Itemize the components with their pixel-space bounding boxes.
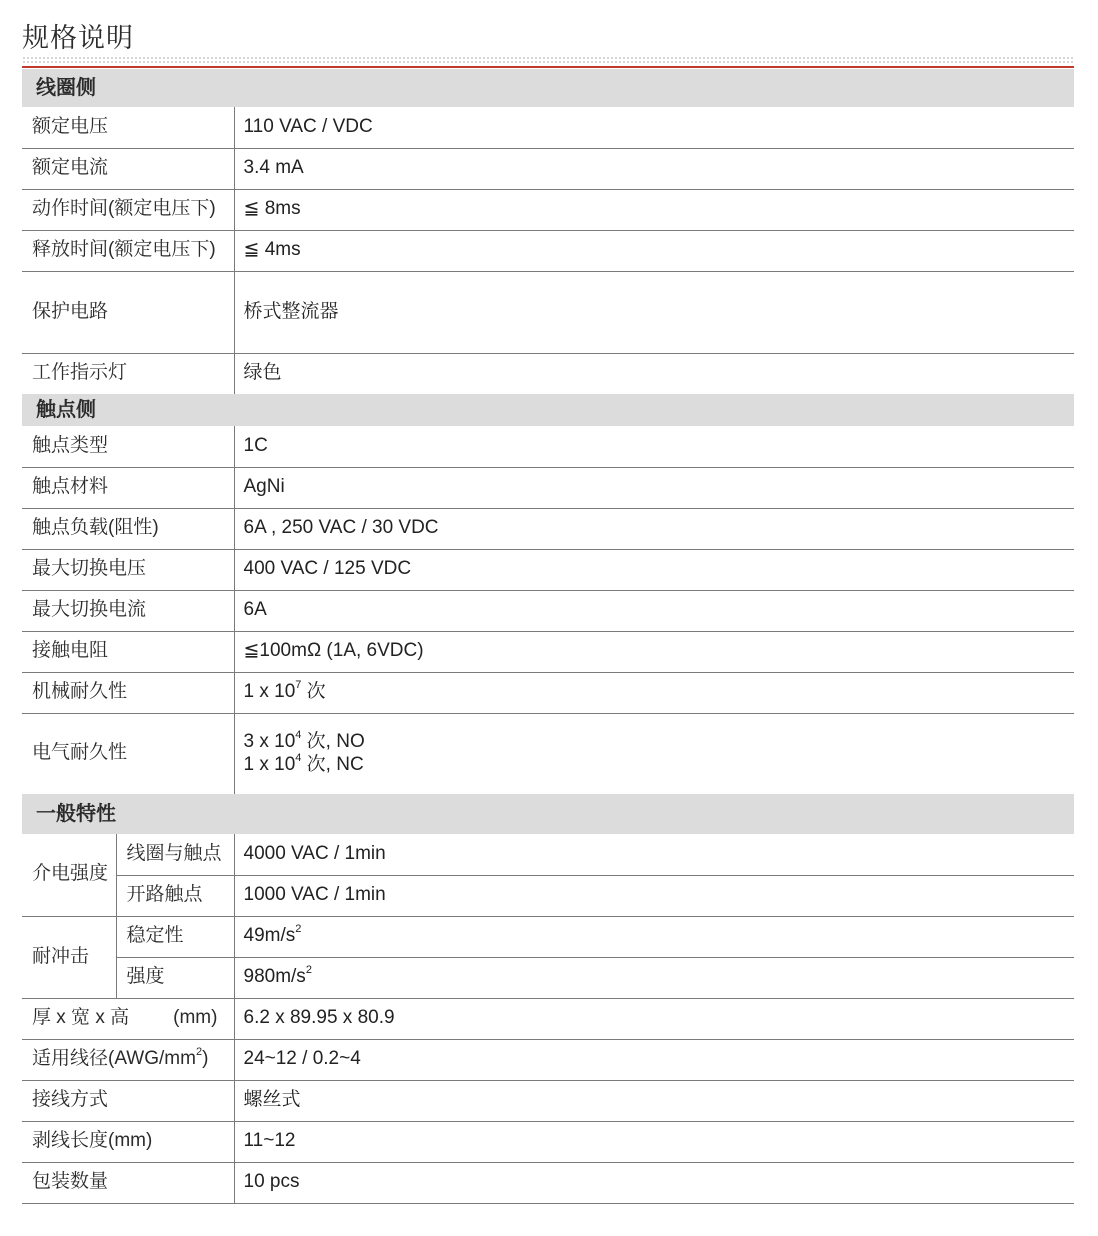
value-line bbox=[243, 728, 1075, 754]
spec-value bbox=[234, 957, 1074, 998]
spec-label: 接触电阻 bbox=[22, 631, 234, 672]
spec-label: 保护电路 bbox=[22, 271, 234, 353]
spec-table bbox=[22, 69, 1074, 1204]
label-text: 厚 x 宽 x 高 bbox=[32, 1007, 130, 1029]
dotted-divider bbox=[22, 56, 1074, 65]
table-row bbox=[22, 998, 1074, 1039]
value-line bbox=[243, 751, 1075, 777]
section-contact bbox=[22, 394, 1074, 426]
exponent: 2 bbox=[295, 923, 302, 936]
spec-value: ≦100mΩ (1A, 6VDC) bbox=[234, 631, 1074, 672]
spec-sublabel: 开路触点 bbox=[116, 875, 234, 916]
value-suffix: 次 bbox=[301, 681, 326, 703]
spec-label: 动作时间(额定电压下) bbox=[22, 189, 234, 230]
spec-value: 6.2 x 89.95 x 80.9 bbox=[234, 998, 1074, 1039]
spec-label: 接线方式 bbox=[22, 1080, 234, 1121]
spec-label: 触点材料 bbox=[22, 467, 234, 508]
section-general bbox=[22, 794, 1074, 834]
exponent: 4 bbox=[295, 751, 302, 764]
spec-label bbox=[22, 1039, 234, 1080]
spec-label: 触点负载(阻性) bbox=[22, 508, 234, 549]
spec-value: 4000 VAC / 1min bbox=[234, 834, 1074, 875]
table-row bbox=[22, 107, 1074, 148]
table-row bbox=[22, 1039, 1074, 1080]
value-base: 1 x 10 bbox=[243, 753, 296, 775]
spec-label: 包装数量 bbox=[22, 1162, 234, 1203]
section-heading: 一般特性 bbox=[22, 794, 1074, 834]
table-row bbox=[22, 426, 1074, 467]
spec-value: 110 VAC / VDC bbox=[234, 107, 1074, 148]
value-base: 1 x 10 bbox=[243, 681, 296, 703]
table-row bbox=[22, 467, 1074, 508]
table-row bbox=[22, 1080, 1074, 1121]
label-text: 适用线径(AWG/mm bbox=[32, 1048, 196, 1070]
spec-value: 24~12 / 0.2~4 bbox=[234, 1039, 1074, 1080]
value-base: 49m/s bbox=[243, 925, 296, 947]
table-row bbox=[22, 148, 1074, 189]
spec-value: 绿色 bbox=[234, 353, 1074, 394]
spec-label bbox=[22, 998, 234, 1039]
table-row bbox=[22, 1162, 1074, 1203]
spec-value: 3.4 mA bbox=[234, 148, 1074, 189]
spec-sublabel: 线圈与触点 bbox=[116, 834, 234, 875]
value-suffix: 次, NO bbox=[301, 730, 365, 752]
spec-value: 6A , 250 VAC / 30 VDC bbox=[234, 508, 1074, 549]
spec-sublabel: 稳定性 bbox=[116, 916, 234, 957]
table-row bbox=[22, 353, 1074, 394]
spec-label: 剥线长度(mm) bbox=[22, 1121, 234, 1162]
table-row bbox=[22, 916, 1074, 957]
table-row bbox=[22, 672, 1074, 713]
spec-label: 电气耐久性 bbox=[32, 742, 128, 764]
spec-value: AgNi bbox=[234, 467, 1074, 508]
spec-value: ≦ 4ms bbox=[234, 230, 1074, 271]
spec-value: 螺丝式 bbox=[234, 1080, 1074, 1121]
spec-value: 1C bbox=[234, 426, 1074, 467]
spec-label: 介电强度 bbox=[22, 834, 116, 916]
spec-value bbox=[234, 672, 1074, 713]
spec-value: 400 VAC / 125 VDC bbox=[234, 549, 1074, 590]
spec-label: 最大切换电压 bbox=[22, 549, 234, 590]
spec-value: 桥式整流器 bbox=[234, 271, 1074, 353]
red-divider bbox=[22, 66, 1074, 68]
exponent: 4 bbox=[295, 728, 302, 741]
label-close: ) bbox=[202, 1048, 209, 1070]
table-row bbox=[22, 957, 1074, 998]
spec-value bbox=[234, 713, 1074, 794]
table-row bbox=[22, 590, 1074, 631]
section-heading: 线圈侧 bbox=[22, 69, 1074, 107]
exponent: 2 bbox=[305, 964, 312, 977]
spec-label: 工作指示灯 bbox=[32, 362, 128, 384]
exponent: 7 bbox=[295, 679, 302, 692]
spec-label: 额定电流 bbox=[22, 148, 234, 189]
exponent: 2 bbox=[195, 1046, 203, 1059]
spec-sublabel: 强度 bbox=[116, 957, 234, 998]
table-row bbox=[22, 189, 1074, 230]
table-row bbox=[22, 713, 1074, 794]
spec-value: 6A bbox=[234, 590, 1074, 631]
spec-value: 11~12 bbox=[234, 1121, 1074, 1162]
spec-label: 最大切换电流 bbox=[22, 590, 234, 631]
value-suffix: 次, NC bbox=[301, 753, 364, 775]
table-row bbox=[22, 230, 1074, 271]
table-row bbox=[22, 549, 1074, 590]
table-row bbox=[22, 508, 1074, 549]
spec-label: 耐冲击 bbox=[22, 916, 116, 998]
section-heading: 触点侧 bbox=[22, 394, 1074, 426]
table-row bbox=[22, 631, 1074, 672]
spec-value bbox=[234, 916, 1074, 957]
spec-value: 1000 VAC / 1min bbox=[234, 875, 1074, 916]
unit-text: (mm) bbox=[173, 1007, 218, 1029]
value-base: 980m/s bbox=[243, 966, 306, 988]
value-base: 3 x 10 bbox=[243, 730, 296, 752]
table-row bbox=[22, 1121, 1074, 1162]
spec-value: 10 pcs bbox=[234, 1162, 1074, 1203]
table-row bbox=[22, 875, 1074, 916]
table-row bbox=[22, 834, 1074, 875]
spec-value: ≦ 8ms bbox=[234, 189, 1074, 230]
table-row bbox=[22, 271, 1074, 353]
spec-label: 额定电压 bbox=[22, 107, 234, 148]
spec-label: 触点类型 bbox=[22, 426, 234, 467]
spec-label: 释放时间(额定电压下) bbox=[22, 230, 234, 271]
section-coil bbox=[22, 69, 1074, 107]
spec-label: 机械耐久性 bbox=[22, 672, 234, 713]
page-title: 规格说明 bbox=[22, 23, 134, 53]
